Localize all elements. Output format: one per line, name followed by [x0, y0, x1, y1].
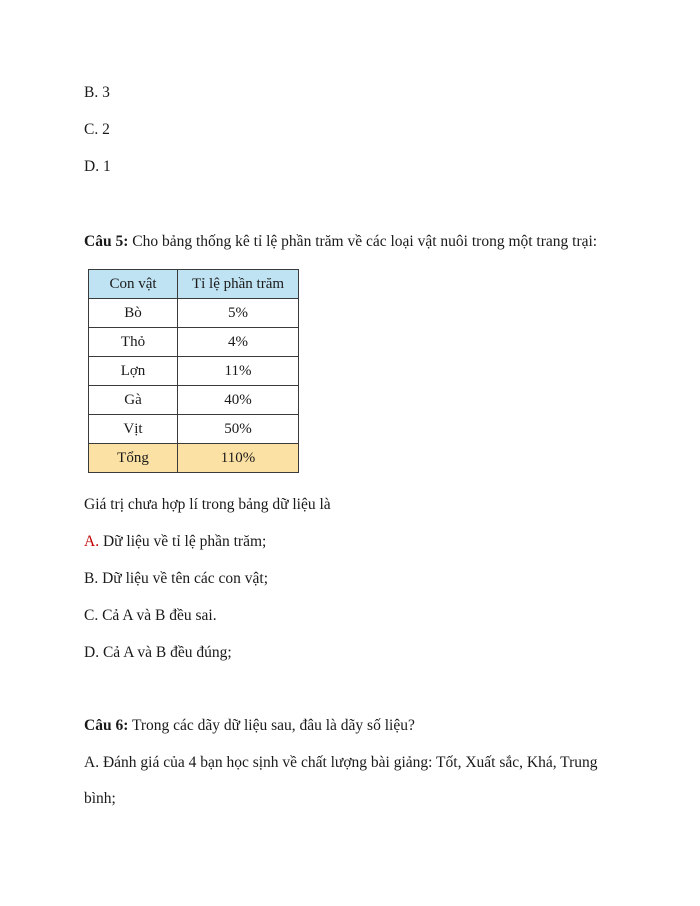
table-cell: 50%	[178, 415, 299, 444]
option-d-prev: D. 1	[84, 158, 111, 175]
question-5-text: Cho bảng thống kê tỉ lệ phần trăm về các loại vật nuôi trong một trang trại:	[128, 233, 598, 250]
table-row	[89, 386, 299, 415]
option-d	[84, 643, 232, 663]
table-cell: 110%	[178, 444, 299, 473]
question-6-option-a: A. Đánh giá của 4 bạn học sịnh về chất lượng bài giảng: Tốt, Xuất sắc, Khá, Trung	[84, 754, 598, 771]
option-c	[84, 606, 217, 626]
question-5-prompt: Giá trị chưa hợp lí trong bảng dữ liệu là	[84, 496, 331, 513]
table-cell: 5%	[178, 299, 299, 328]
table-row	[89, 415, 299, 444]
question-5	[84, 232, 597, 252]
table-cell: Lợn	[89, 357, 178, 386]
option-a	[84, 532, 266, 552]
question-5-label: Câu 5:	[84, 233, 129, 250]
option-letter: D.	[84, 644, 100, 661]
table-cell: 4%	[178, 328, 299, 357]
table-header: Tỉ lệ phần trăm	[178, 270, 299, 299]
question-6	[84, 716, 415, 736]
table-cell: Bò	[89, 299, 178, 328]
option-text: Cả A và B đều đúng;	[99, 644, 232, 661]
table-cell: Gà	[89, 386, 178, 415]
option-b-prev: B. 3	[84, 84, 110, 101]
table-cell: Thỏ	[89, 328, 178, 357]
table-cell: Tổng	[89, 444, 178, 473]
question-6-text: Trong các dãy dữ liệu sau, đâu là dãy số liệu?	[128, 717, 415, 734]
option-c-prev: C. 2	[84, 121, 110, 138]
table-header: Con vật	[89, 270, 178, 299]
table-cell: Vịt	[89, 415, 178, 444]
option-letter: B.	[84, 570, 99, 587]
table-row	[89, 328, 299, 357]
option-text: Cả A và B đều sai.	[98, 607, 217, 624]
question-6-option-a-cont: bình;	[84, 790, 116, 807]
option-letter: C.	[84, 607, 99, 624]
option-letter: A.	[84, 533, 100, 550]
option-text: Dữ liệu về tỉ lệ phần trăm;	[99, 533, 267, 550]
table-row	[89, 299, 299, 328]
table-header-row	[89, 270, 299, 299]
table-total-row	[89, 444, 299, 473]
table-cell: 40%	[178, 386, 299, 415]
livestock-table	[88, 269, 299, 473]
table-cell: 11%	[178, 357, 299, 386]
option-b	[84, 569, 268, 589]
question-6-label: Câu 6:	[84, 717, 129, 734]
table-row	[89, 357, 299, 386]
option-text: Dữ liệu về tên các con vật;	[98, 570, 269, 587]
